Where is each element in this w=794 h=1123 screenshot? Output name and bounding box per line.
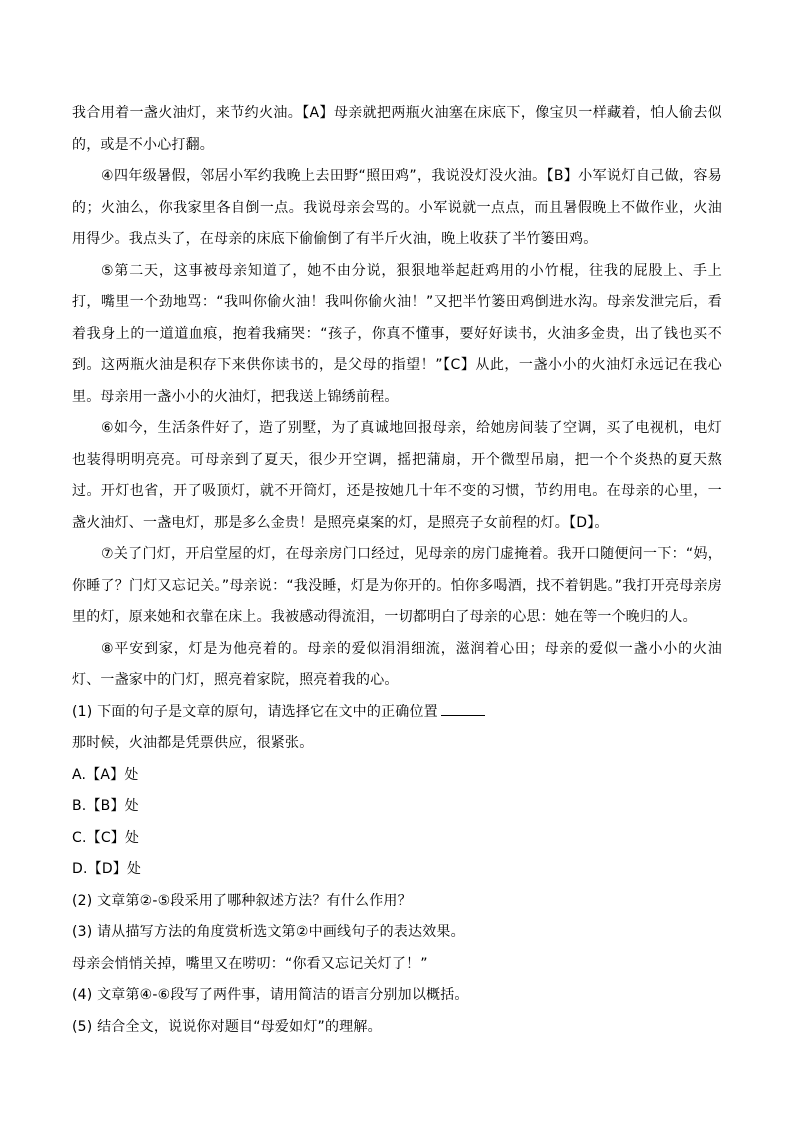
option-b: B.【B】处 <box>72 798 139 814</box>
paragraph-6: ⑥如今，生活条件好了，造了别墅，为了真诚地回报母亲，给她房间装了空调，买了电视机，电灯也装得明明亮亮。可母亲到了夏天，很少开空调，摇把蒲扇，开个微型吊扇，把一个个炎热的夏天熬过。开灯也省，开了吸顶灯，就不开筒灯，还是按她几十年不变的习惯，节约用电。在母亲的心里，一盏火油灯、一盏电灯，那是多么金贵！是照亮桌案的灯，是照亮子女前程的灯。【D】。 <box>72 420 722 531</box>
answer-blank[interactable] <box>441 701 485 716</box>
question-3: (3) 请从描写方法的角度赏析选文第②中画线句子的表达效果。 <box>72 924 465 940</box>
paragraph-8: ⑧平安到家，灯是为他亮着的。母亲的爱似涓涓细流，滋润着心田；母亲的爱似一盏小小的火油灯、一盏家中的门灯，照亮着家院，照亮着我的心。 <box>72 640 722 688</box>
option-d: D.【D】处 <box>72 861 142 877</box>
paragraph-7: ⑦关了门灯，开启堂屋的灯，在母亲房门口经过，见母亲的房门虚掩着。我开口随便问一下：“妈，你睡了？门灯又忘记关。”母亲说：“我没睡，灯是为你开的。怕你多喝酒，找不着钥匙。”我打开亮母亲房里的灯，原来她和衣靠在床上。我被感动得流泪，一切都明白了母亲的心思：她在等一个晚归的人。 <box>72 546 722 625</box>
question-4: (4) 文章第④-⑥段写了两件事，请用简洁的语言分别加以概括。 <box>72 987 469 1003</box>
document-content <box>72 98 722 1043</box>
question-2: (2) 文章第②-⑤段采用了哪种叙述方法？有什么作用？ <box>72 892 412 909</box>
question-1-sentence: 那时候，火油都是凭票供应，很紧张。 <box>72 735 314 751</box>
question-5: (5) 结合全文，说说你对题目“母爱如灯”的理解。 <box>72 1018 382 1035</box>
question-1-text: (1) 下面的句子是文章的原句，请选择它在文中的正确位置 <box>72 703 438 720</box>
option-c: C.【C】处 <box>72 829 140 846</box>
option-a: A.【A】处 <box>72 766 139 783</box>
paragraph-5: ⑤第二天，这事被母亲知道了，她不由分说，狠狠地举起赶鸡用的小竹棍，往我的屁股上、手上打，嘴里一个劲地骂：“我叫你偷火油！我叫你偷火油！”又把半竹篓田鸡倒进水沟。母亲发泄完后，看着我身上的一道道血痕，抱着我痛哭：“孩子，你真不懂事，要好好读书，火油多金贵，出了钱也买不到。这两瓶火油是积存下来供你读书的，是父母的指望！”【C】从此，一盏小小的火油灯永远记在我心里。母亲用一盏小小的火油灯，把我送上锦绣前程。 <box>72 262 722 405</box>
question-3-sentence: 母亲会悄悄关掉，嘴里又在唠叨：“你看又忘记关灯了！” <box>72 955 428 972</box>
paragraph-3-continued: 我合用着一盏火油灯，来节约火油。【A】母亲就把两瓶火油塞在床底下，像宝贝一样藏着，怕人偷去似的，或是不小心打翻。 <box>72 105 722 153</box>
paragraph-4: ④四年级暑假，邻居小军约我晚上去田野“照田鸡”，我说没灯没火油。【B】小军说灯自己做，容易的；火油么，你我家里各自倒一点。我说母亲会骂的。小军说就一点点，而且暑假晚上不做作业，火油用得少。我点头了，在母亲的床底下偷偷倒了有半斤火油，晚上收获了半竹篓田鸡。 <box>72 168 722 247</box>
question-1 <box>72 697 722 729</box>
